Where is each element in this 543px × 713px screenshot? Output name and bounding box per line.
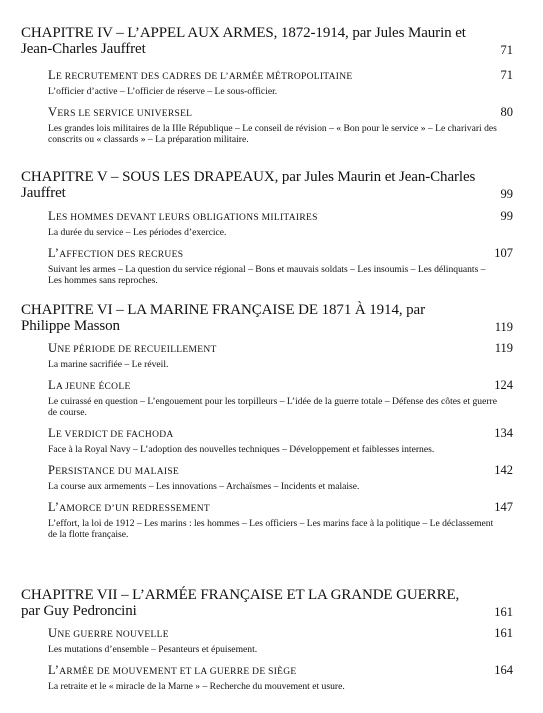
section-page-number: 147 — [494, 500, 513, 514]
chapter-heading — [0, 169, 543, 201]
chapter-heading — [0, 25, 543, 57]
section-title: LA JEUNE ÉCOLE — [48, 378, 131, 392]
toc-section — [0, 105, 543, 145]
section-page-number: 142 — [494, 463, 513, 477]
section-page-number: 71 — [500, 68, 513, 82]
section-summary: L’effort, la loi de 1912 – Les marins : les hommes – Les officiers – Les marins face à la politique – Le déclassement de la flotte française. — [48, 518, 494, 540]
section-summary: Les grandes lois militaires de la IIIe République – Le conseil de révision – « Bon pour le service » – Le charivari des conscrits ou « classards » – La préparation militaire. — [48, 123, 497, 145]
toc-section — [0, 209, 543, 238]
toc-section — [0, 246, 543, 286]
section-title: L’AFFECTION DES RECRUES — [48, 246, 184, 260]
section-page-number: 164 — [494, 663, 513, 677]
chapter-page-number: 119 — [494, 320, 513, 334]
chapter-title: CHAPITRE V – SOUS LES DRAPEAUX, par Jules Maurin et Jean-Charles Jauffret — [21, 169, 476, 201]
section-title: L’ARMÉE DE MOUVEMENT ET LA GUERRE DE SIÈGE — [48, 663, 297, 677]
toc-section — [0, 426, 543, 455]
section-title: PERSISTANCE DU MALAISE — [48, 463, 180, 477]
chapter-heading — [0, 302, 543, 334]
section-summary: L’officier d’active – L’officier de réserve – Le sous-officier. — [48, 86, 278, 97]
section-title: UNE GUERRE NOUVELLE — [48, 626, 169, 640]
chapter-title: CHAPITRE VI – LA MARINE FRANÇAISE DE 1871 À 1914, par Philippe Masson — [21, 302, 426, 334]
section-title: L’AMORCE D’UN REDRESSEMENT — [48, 500, 211, 514]
section-summary: Face à la Royal Navy – L’adoption des nouvelles techniques – Développement et faiblesses internes. — [48, 444, 435, 455]
section-page-number: 161 — [494, 626, 513, 640]
section-title: LES HOMMES DEVANT LEURS OBLIGATIONS MILITAIRES — [48, 209, 318, 223]
toc-section — [0, 378, 543, 418]
section-title: UNE PÉRIODE DE RECUEILLEMENT — [48, 341, 217, 355]
section-page-number: 99 — [500, 209, 513, 223]
section-summary: La durée du service – Les périodes d’exercice. — [48, 227, 227, 238]
section-page-number: 134 — [494, 426, 513, 440]
chapter-4 — [0, 25, 543, 145]
section-summary: La course aux armements – Les innovations – Archaïsmes – Incidents et malaise. — [48, 481, 360, 492]
toc-section — [0, 663, 543, 692]
chapter-heading — [0, 587, 543, 619]
toc-section — [0, 500, 543, 540]
section-summary: Le cuirassé en question – L’engouement pour les torpilleurs – L’idée de la guerre totale – Défense des côtes et guerre de course. — [48, 396, 497, 418]
toc-section — [0, 463, 543, 492]
section-title: LE RECRUTEMENT DES CADRES DE L’ARMÉE MÉTROPOLITAINE — [48, 68, 353, 82]
chapter-page-number: 99 — [500, 187, 513, 201]
toc-section — [0, 341, 543, 370]
section-page-number: 124 — [494, 378, 513, 392]
section-summary: Les mutations d’ensemble – Pesanteurs et épuisement. — [48, 644, 258, 655]
toc-section — [0, 626, 543, 655]
section-summary: La retraite et le « miracle de la Marne » – Recherche du mouvement et usure. — [48, 681, 345, 692]
chapter-page-number: 161 — [494, 605, 513, 619]
section-summary: La marine sacrifiée – Le réveil. — [48, 359, 169, 370]
section-page-number: 107 — [494, 246, 513, 260]
chapter-7 — [0, 587, 543, 692]
section-page-number: 80 — [500, 105, 513, 119]
section-page-number: 119 — [494, 341, 513, 355]
toc-section — [0, 68, 543, 97]
chapter-title: CHAPITRE VII – L’ARMÉE FRANÇAISE ET LA GRANDE GUERRE, par Guy Pedroncini — [21, 587, 460, 619]
chapter-6 — [0, 302, 543, 540]
chapter-5 — [0, 169, 543, 286]
chapter-page-number: 71 — [500, 43, 513, 57]
section-summary: Suivant les armes – La question du service régional – Bons et mauvais soldats – Les insoumis – Les délinquants – Les hommes sans reproches. — [48, 264, 486, 286]
section-title: LE VERDICT DE FACHODA — [48, 426, 174, 440]
section-title: VERS LE SERVICE UNIVERSEL — [48, 105, 193, 119]
chapter-title: CHAPITRE IV – L’APPEL AUX ARMES, 1872-1914, par Jules Maurin et Jean-Charles Jauffret — [21, 25, 466, 57]
